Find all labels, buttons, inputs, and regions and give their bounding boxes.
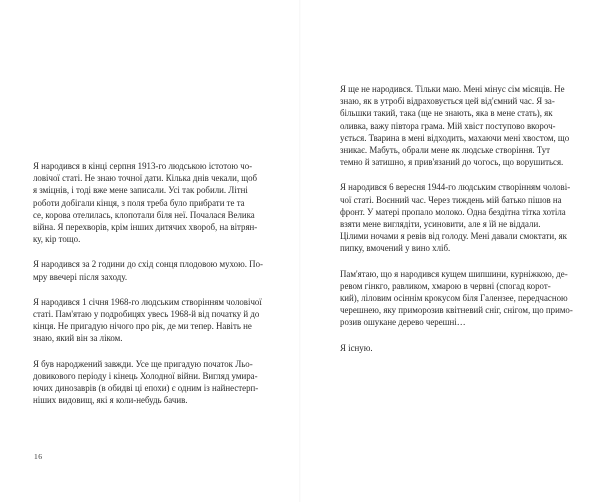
right-page-text xyxy=(340,83,577,367)
left-paragraph-3: Я народився 1 січня 1968-го людським створінням чоловічої статі. Пам'ятаю у подробицях увесь 1968-й від початку й до кінця. Не пригадую нічого про рік, де ми тепер. Навіть не знаю, який він за ліком. xyxy=(33,296,262,344)
left-paragraph-4: Я був народжений завжди. Усе ще пригадую початок Льо- довикового періоду і кінець Холодної війни. Вигляд умира- ючих динозаврів (в обидві ці епохи) є одним із найнестерп- ніших видовищ, які я коли-небудь бачив. xyxy=(33,358,259,406)
left-paragraph-2: Я народився за 2 години до схід сонця плодовою мухою. По- мру ввечері після заходу. xyxy=(33,259,263,282)
page-number: 16 xyxy=(34,452,43,461)
right-paragraph-4: Я існую. xyxy=(340,342,373,353)
right-paragraph-2: Я народився 6 вересня 1944-го людським створінням чолові- чої статі. Воєнний час. Через тиждень мій батько пішов на фронт. У матері пропало молоко. Одна бездітна тітка хотіла взяти мене виглядіти, усиновити, але я їй не віддали. Цілими ночами я ревів від голоду. Мені давали смоктати, як пипку, вмочений у вино хліб. xyxy=(340,182,571,254)
left-page-text xyxy=(33,160,269,419)
right-paragraph-1: Я ще не народився. Тільки маю. Мені мінус сім місяців. Не знаю, як в утробі відраховується цей від'ємний час. Я за- більшки такий, така (ще не знають, яка в мене стать), як оливка, важу півтора грама. Мій хвіст поступово вкороч- ується. Тварина в мені відходить, махаючи мені хвостом, що зникає. Мабуть, обрали мене як людське створіння. Тут темно й затишно, я прив'язаний до чогось, що ворушиться. xyxy=(340,84,570,168)
right-paragraph-3: Пам'ятаю, що я народився кущем шипшини, курніжкою, де- ревом гінкго, равликом, хмарою в червні (спогад корот- кий), ліловим осіннім крокусом біля Галензее, передчасною черешнею, яку приморозив квітневий сніг, снігом, що примо- розив ошукане дерево черешні… xyxy=(340,268,573,328)
left-paragraph-1: Я народився в кінці серпня 1913-го людською істотою чо- ловічої статі. Не знаю точної дати. Кілька днів чекали, щоб я зміцнів, і тоді вже мене записали. Усі так робили. Літні роботи добігали кінця, з поля треба було прибрати те та се, корова отелилась, клопотали біля неї. Почалася Велика війна. Я перехворів, крім інших дитячих хвороб, на вітрян- ку, кір тощо. xyxy=(33,161,258,245)
right-page xyxy=(300,0,600,502)
